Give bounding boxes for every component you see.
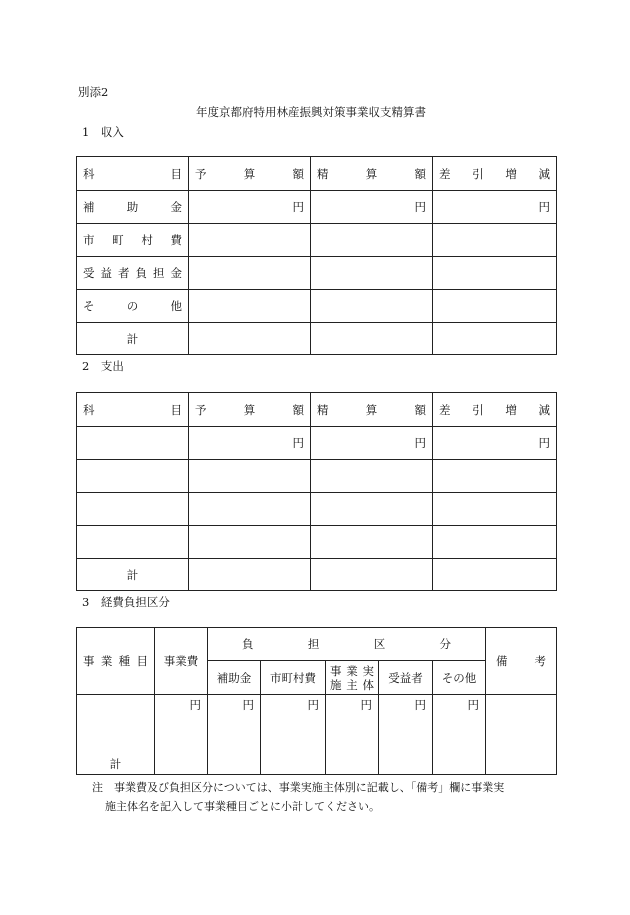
income-col-subject: 科 目 [77,157,189,191]
burden-sub-beneficiary: 受益者 [379,661,433,695]
burden-cost-cell[interactable]: 円 [155,695,208,775]
burden-beneficiary-cell[interactable]: 円 [379,695,433,775]
expense-diff-cell[interactable]: 円 [433,427,557,460]
income-settled-cell[interactable]: 円 [311,191,433,224]
burden-sub-municipal: 市町村費 [261,661,326,695]
note-line-1: 注 事業費及び負担区分については、事業実施主体別に記載し、「備考」欄に事業実 [92,781,505,794]
burden-sub-operator: 事業実 施主体 [326,661,379,695]
attachment-label: 別添2 [78,85,109,99]
expense-heading: 2 支出 [82,359,124,373]
burden-col-note: 備 考 [486,628,557,695]
burden-operator-cell[interactable]: 円 [326,695,379,775]
income-row-total: 計 [77,323,557,355]
burden-col-type: 事業種目 [77,628,155,695]
income-col-diff: 差 引 増 減 [433,157,557,191]
burden-note-cell[interactable] [486,695,557,775]
expense-col-budget: 予 算 額 [189,393,311,427]
burden-other-cell[interactable]: 円 [433,695,486,775]
burden-col-burden: 負 担 区 分 [208,628,486,661]
expense-table [76,392,557,591]
note-line-2: 施主体名を記入して事業種目ごとに小計してください。 [105,800,380,813]
expense-col-diff: 差 引 増 減 [433,393,557,427]
expense-row [77,427,557,460]
expense-budget-cell[interactable]: 円 [189,427,311,460]
burden-header-row [77,628,557,661]
income-row-beneficiary: 受益者負担金 [77,257,557,290]
burden-sub-subsidy: 補助金 [208,661,261,695]
burden-body-row [77,695,557,775]
income-budget-cell[interactable]: 円 [189,191,311,224]
income-row-subsidy: 補 助 金 円 円 円 [77,191,557,224]
expense-row [77,460,557,493]
expense-col-settled: 精 算 額 [311,393,433,427]
income-col-budget: 予 算 額 [189,157,311,191]
expense-row [77,526,557,559]
income-header-row [77,157,557,191]
income-table [76,156,557,355]
expense-row-total: 計 [77,559,557,591]
burden-table [76,627,557,775]
burden-sub-other: その他 [433,661,486,695]
income-heading: 1 収入 [82,125,124,139]
burden-heading: 3 経費負担区分 [82,595,170,609]
burden-col-cost: 事業費 [155,628,208,695]
document-title: 年度京都府特用林産振興対策事業収支精算書 [196,105,426,119]
expense-settled-cell[interactable]: 円 [311,427,433,460]
income-row-other: そ の 他 [77,290,557,323]
income-diff-cell[interactable]: 円 [433,191,557,224]
expense-row [77,493,557,526]
burden-subsidy-cell[interactable]: 円 [208,695,261,775]
burden-municipal-cell[interactable]: 円 [261,695,326,775]
income-row-municipal: 市 町 村 費 [77,224,557,257]
burden-total-label: 計 [77,695,155,775]
income-col-settled: 精 算 額 [311,157,433,191]
expense-header-row [77,393,557,427]
expense-col-subject: 科 目 [77,393,189,427]
